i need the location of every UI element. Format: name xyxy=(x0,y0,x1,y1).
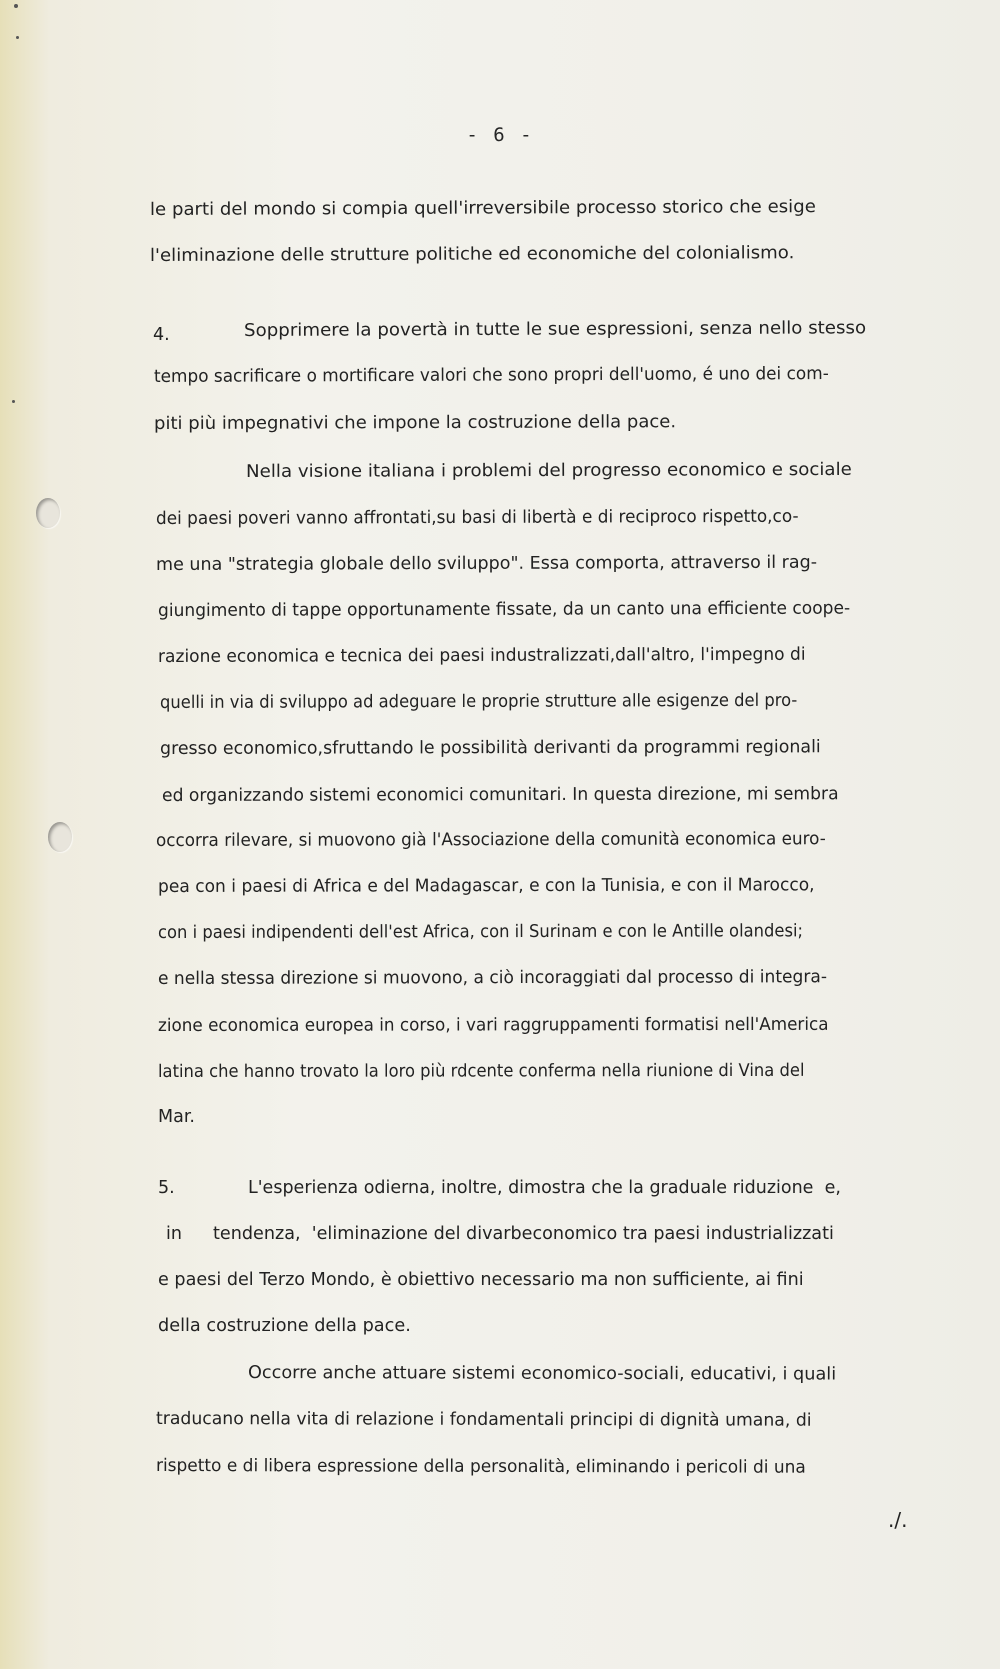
text-line: l'eliminazione delle strutture politiche ed economiche del colonialismo. xyxy=(149,243,795,266)
page-number: - 6 - xyxy=(466,124,534,146)
paper-speck xyxy=(14,4,18,8)
text-line: pea con i paesi di Africa e del Madagascar, e con la Tunisia, e con il Marocco, xyxy=(157,875,815,897)
punch-hole-lower xyxy=(48,822,72,852)
text-line: quelli in via di sviluppo ad adeguare le proprie strutture alle esigenze del pro- xyxy=(159,690,798,713)
text-line: Sopprimere la povertà in tutte le sue espressioni, senza nello stesso xyxy=(243,318,867,341)
text-line: Mar. xyxy=(158,1107,195,1127)
text-line: tempo sacrificare o mortificare valori che sono propri dell'uomo, é uno dei com- xyxy=(153,364,829,387)
text-line: giungimento di tappe opportunamente fissate, da un canto una efficiente coope- xyxy=(157,598,851,621)
paper-speck xyxy=(12,400,15,403)
text-line: ed organizzando sistemi economici comunitari. In questa direzione, mi sembra xyxy=(161,784,839,806)
section-number-5: 5. xyxy=(158,1178,175,1198)
text-line: le parti del mondo si compia quell'irreversibile processo storico che esige xyxy=(149,197,816,220)
continuation-mark: ./. xyxy=(888,1508,908,1532)
section-number-4: 4. xyxy=(153,325,170,345)
punch-hole-upper xyxy=(36,498,60,528)
text-line: piti più impegnativi che impone la costruzione della pace. xyxy=(153,412,677,434)
text-line: latina che hanno trovato la loro più rdcente conferma nella riunione di Vina del xyxy=(157,1060,805,1082)
text-line: in xyxy=(166,1224,182,1244)
text-line: rispetto e di libera espressione della personalità, eliminando i pericoli di una xyxy=(155,1456,806,1478)
text-line: della costruzione della pace. xyxy=(158,1316,411,1336)
text-line: e nella stessa direzione si muovono, a ciò incoraggiati dal processo di integra- xyxy=(157,967,827,989)
text-line: L'esperienza odierna, inoltre, dimostra che la graduale riduzione e, xyxy=(248,1178,841,1198)
text-line: occorra rilevare, si muovono già l'Associazione della comunità economica euro- xyxy=(155,829,826,851)
text-line: razione economica e tecnica dei paesi industralizzati,dall'altro, l'impegno di xyxy=(157,644,806,667)
text-line: Nella visione italiana i problemi del progresso economico e sociale xyxy=(245,459,852,482)
paper-speck xyxy=(16,36,19,39)
text-line: tendenza, 'eliminazione del divarbeconomico tra paesi industrializzati xyxy=(213,1224,834,1244)
text-line: gresso economico,sfruttando le possibilità derivanti da programmi regionali xyxy=(159,737,821,759)
text-line: e paesi del Terzo Mondo, è obiettivo necessario ma non sufficiente, ai fini xyxy=(158,1270,804,1290)
text-line: traducano nella vita di relazione i fondamentali principi di dignità umana, di xyxy=(155,1409,812,1431)
text-line: Occorre anche attuare sistemi economico-sociali, educativi, i quali xyxy=(247,1363,837,1385)
text-line: dei paesi poveri vanno affrontati,su basi di libertà e di reciproco rispetto,co- xyxy=(155,506,799,529)
text-line: me una "strategia globale dello sviluppo". Essa comporta, attraverso il rag- xyxy=(155,552,818,575)
text-line: con i paesi indipendenti dell'est Africa, con il Surinam e con le Antille olandesi; xyxy=(157,921,804,943)
text-line: zione economica europea in corso, i vari raggruppamenti formatisi nell'America xyxy=(157,1014,829,1036)
